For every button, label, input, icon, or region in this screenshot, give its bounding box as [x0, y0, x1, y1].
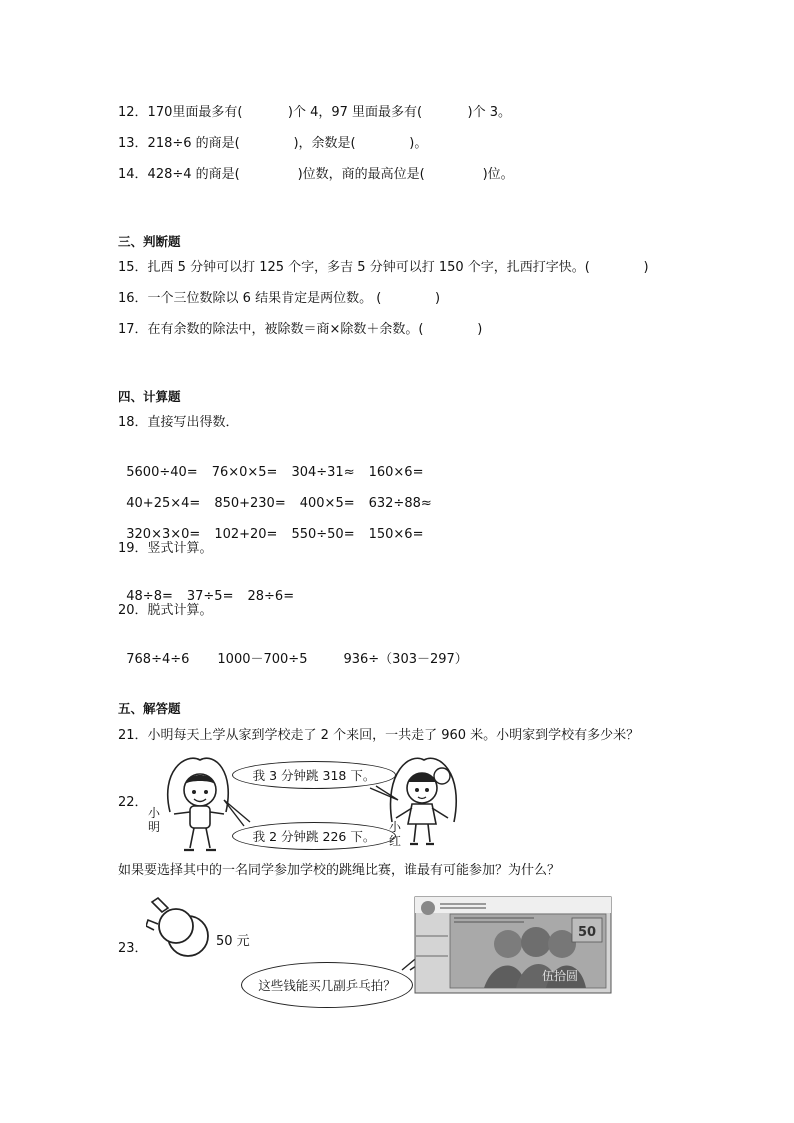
calc-item: 850+230=	[214, 496, 286, 511]
calc-item: 5600÷40=	[126, 465, 198, 480]
section-heading-judge: 三、判断题	[118, 234, 181, 249]
calc-item: 304÷31≈	[291, 465, 355, 480]
speech-bubble-xiaohong: 我 3 分钟跳 318 下。	[232, 761, 396, 789]
question-15: 15．扎西 5 分钟可以打 125 个字，多吉 5 分钟可以打 150 个字，扎西打字快。( )	[118, 260, 649, 275]
name-xiaohong: 小红	[388, 820, 401, 848]
calc-item: 768÷4÷6	[126, 652, 190, 667]
calc-item: 160×6=	[368, 465, 424, 480]
speech-bubble-question: 这些钱能买几副乒乓拍？	[241, 962, 413, 1008]
name-xiaoming: 小明	[147, 806, 160, 834]
calc-item: 936÷（303－297）	[343, 652, 468, 667]
calc-item: 76×0×5=	[211, 465, 278, 480]
question-21: 21．小明每天上学从家到学校走了 2 个来回，一共走了 960 米。小明家到学校有多少米？	[118, 728, 640, 743]
calc-item: 28÷6=	[247, 589, 295, 604]
ping-pong-paddles-icon	[146, 896, 212, 962]
calc-item: 550÷50=	[291, 527, 355, 542]
banknote-label: 伍拾圆	[542, 969, 579, 983]
calc-item: 37÷5=	[186, 589, 234, 604]
calc-item: 48÷8=	[126, 589, 173, 604]
question-14: 14．428÷4 的商是( )位数，商的最高位是( )位。	[118, 167, 514, 182]
question-13: 13．218÷6 的商是( )，余数是( )。	[118, 136, 428, 151]
calc-item: 40+25×4=	[126, 496, 201, 511]
banknote-denomination: 50	[578, 925, 597, 940]
question-12: 12．170里面最多有( )个 4，97 里面最多有( )个 3。	[118, 105, 512, 120]
speech-bubble-xiaoming: 我 2 分钟跳 226 下。	[232, 822, 396, 850]
banknote-50-yuan-image	[414, 896, 612, 994]
section-heading-calc: 四、计算题	[118, 389, 181, 404]
calc-item: 1000－700÷5	[217, 652, 308, 667]
question-16: 16．一个三位数除以 6 结果肯定是两位数。 ( )	[118, 291, 441, 306]
question-19: 19．竖式计算。	[118, 541, 213, 556]
question-22-number: 22．	[118, 795, 148, 810]
question-17: 17．在有余数的除法中，被除数＝商×除数＋余数。( )	[118, 322, 483, 337]
question-18: 18．直接写出得数．	[118, 415, 239, 430]
price-label: 50 元	[216, 934, 250, 949]
q19-items	[118, 570, 294, 606]
calc-item: 632÷88≈	[368, 496, 432, 511]
question-22-text: 如果要选择其中的一名同学参加学校的跳绳比赛，谁最有可能参加？为什么？	[118, 863, 561, 878]
question-20: 20．脱式计算。	[118, 603, 213, 618]
calc-item: 102+20=	[214, 527, 278, 542]
section-heading-answer: 五、解答题	[118, 701, 181, 716]
q20-items	[118, 633, 468, 669]
question-23-number: 23．	[118, 941, 148, 956]
calc-item: 150×6=	[368, 527, 424, 542]
calc-item: 400×5=	[299, 496, 355, 511]
calc-item: 320×3×0=	[126, 527, 201, 542]
calc-row-3	[118, 508, 423, 544]
